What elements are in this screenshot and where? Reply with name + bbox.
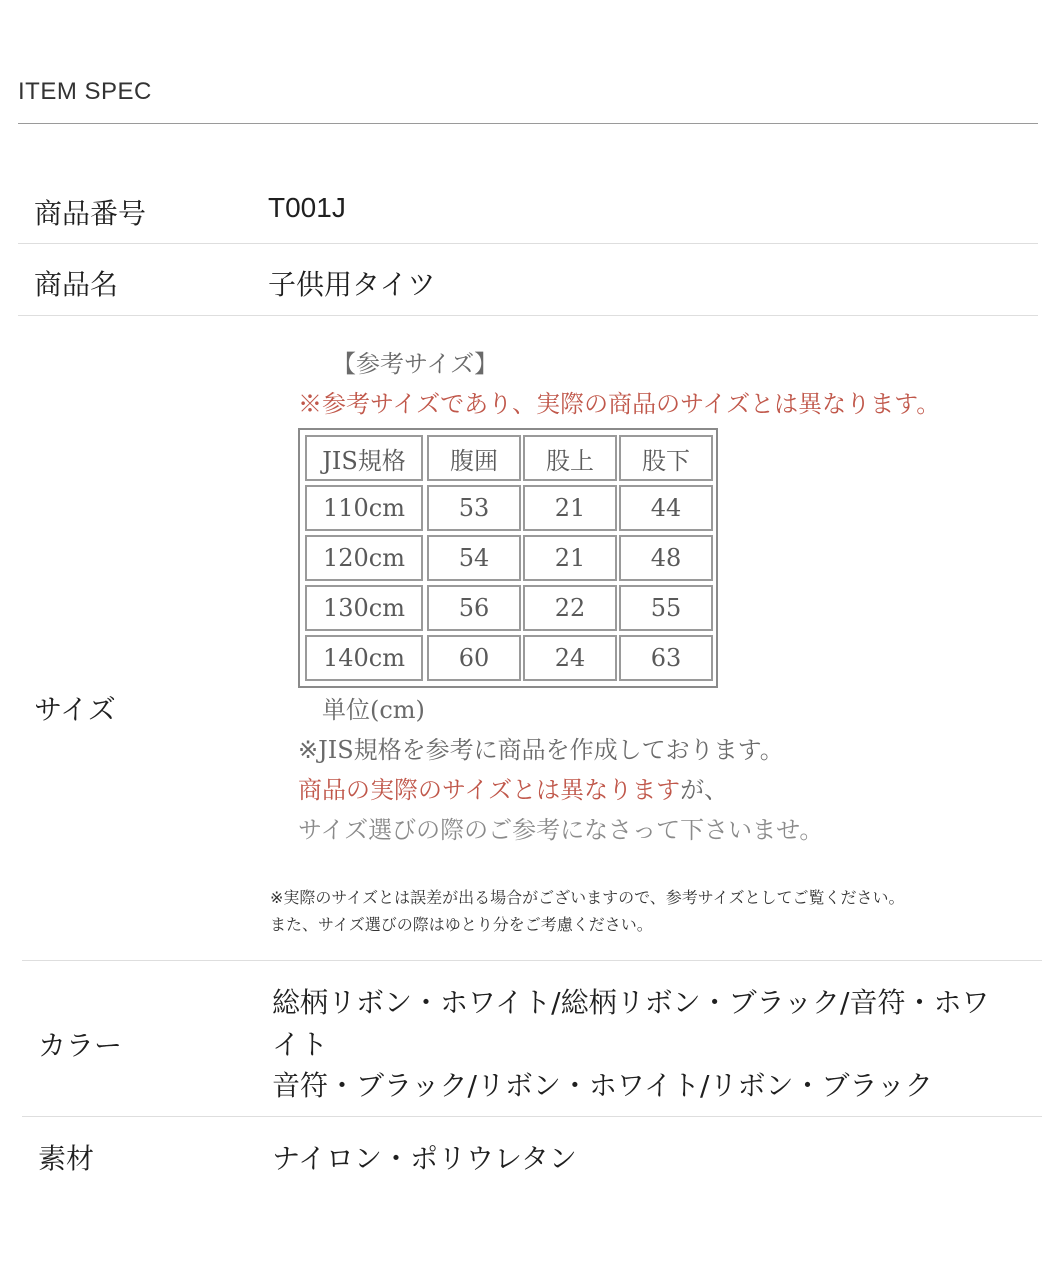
- color-label: カラー: [38, 1029, 123, 1062]
- size-table-cell: 21: [523, 535, 617, 581]
- color-value-line-1: 総柄リボン・ホワイト/総柄リボン・ブラック/音符・ホワ: [272, 986, 990, 1019]
- size-table-header: JIS規格: [305, 435, 423, 481]
- color-value-line-2: イト: [272, 1028, 329, 1061]
- size-note-jis: ※JIS規格を参考に商品を作成しております。: [298, 736, 784, 764]
- size-disclaimer-2: また、サイズ選びの際はゆとり分をご考慮ください。: [270, 915, 653, 934]
- size-table-cell: 22: [523, 585, 617, 631]
- size-table-cell: 63: [619, 635, 713, 681]
- reference-size-warning: ※参考サイズであり、実際の商品のサイズとは異なります。: [298, 390, 941, 418]
- size-table-cell: 54: [427, 535, 521, 581]
- row-divider: [22, 1116, 1042, 1117]
- size-table-cell: 53: [427, 485, 521, 531]
- size-label: サイズ: [34, 693, 116, 726]
- size-table-cell: 56: [427, 585, 521, 631]
- item-name-value: 子供用タイツ: [268, 268, 436, 301]
- size-table-cell: 120cm: [305, 535, 423, 581]
- row-divider: [18, 243, 1038, 244]
- material-value: ナイロン・ポリウレタン: [272, 1142, 577, 1175]
- color-value-line-3: 音符・ブラック/リボン・ホワイト/リボン・ブラック: [272, 1069, 933, 1102]
- size-note-difference-red: 商品の実際のサイズとは異なります: [298, 776, 681, 804]
- size-table-cell: 24: [523, 635, 617, 681]
- size-unit: 単位(cm): [322, 696, 425, 724]
- size-note-difference-gray: が、: [680, 776, 729, 804]
- size-table-header: 股下: [619, 435, 713, 481]
- size-table-cell: 110cm: [305, 485, 423, 531]
- size-table-header: 腹囲: [427, 435, 521, 481]
- size-table-cell: 55: [619, 585, 713, 631]
- item-number-value: T001J: [268, 192, 346, 223]
- section-title-divider: [18, 123, 1038, 124]
- size-table-cell: 44: [619, 485, 713, 531]
- row-divider: [18, 315, 1038, 316]
- item-name-label: 商品名: [34, 268, 119, 301]
- size-table-cell: 140cm: [305, 635, 423, 681]
- reference-size-heading: 【参考サイズ】: [332, 350, 499, 378]
- size-table-cell: 21: [523, 485, 617, 531]
- material-label: 素材: [38, 1142, 95, 1175]
- size-table-cell: 60: [427, 635, 521, 681]
- size-disclaimer-1: ※実際のサイズとは誤差が出る場合がございますので、参考サイズとしてご覧ください。: [270, 888, 905, 907]
- section-title: ITEM SPEC: [18, 78, 152, 105]
- size-note-difference: [298, 770, 728, 805]
- size-table-cell: 48: [619, 535, 713, 581]
- size-table: [298, 428, 718, 688]
- row-divider: [22, 960, 1042, 961]
- item-number-label: 商品番号: [34, 197, 147, 230]
- size-note-reference: サイズ選びの際のご参考になさって下さいませ。: [298, 816, 824, 844]
- size-table-cell: 130cm: [305, 585, 423, 631]
- size-table-header: 股上: [523, 435, 617, 481]
